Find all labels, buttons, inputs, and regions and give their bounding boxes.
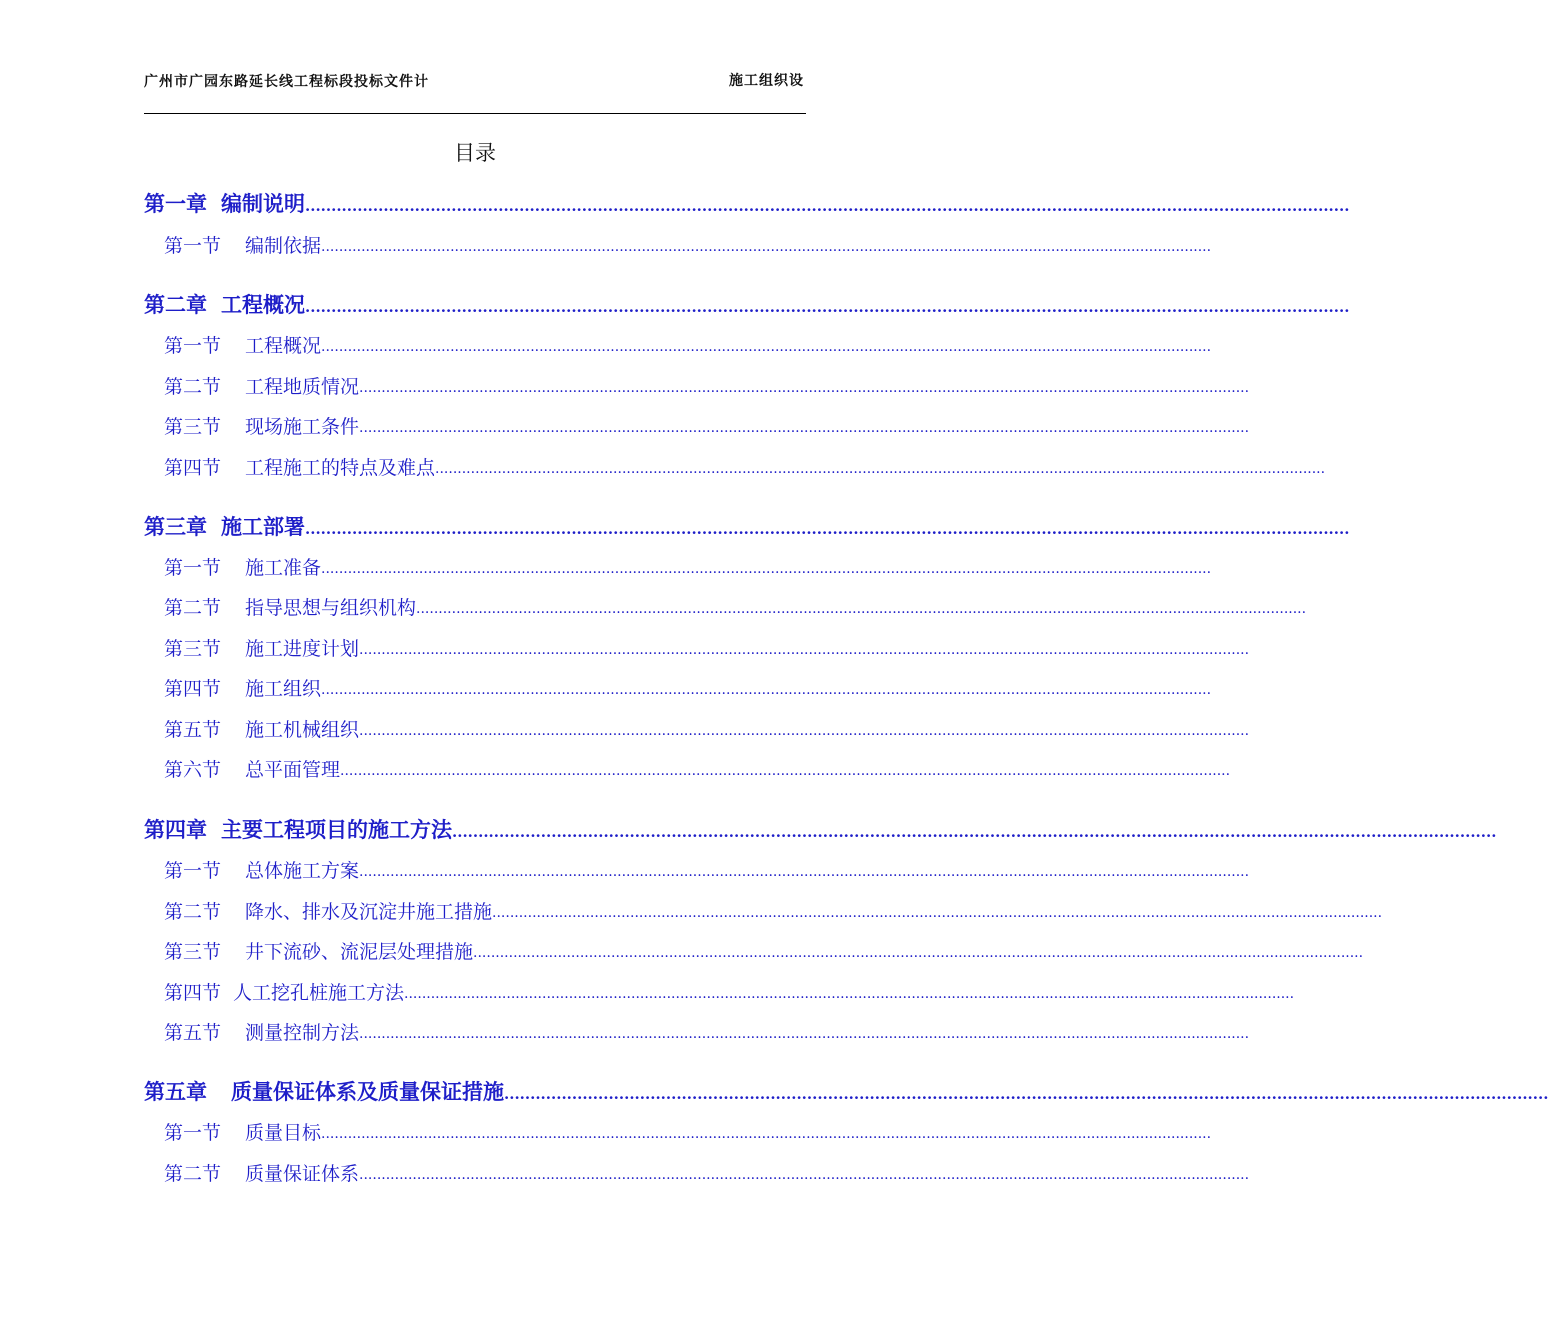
toc-entry-label: 人工挖孔桩施工方法 xyxy=(233,982,405,1004)
toc-leader-dots: ........................................................................................................................................................................................................ xyxy=(305,520,1350,538)
toc-entry-number: 第五章 xyxy=(144,1080,207,1104)
toc-chapter[interactable] xyxy=(144,188,1350,218)
toc-entry-label: 编制依据 xyxy=(245,235,322,257)
toc-entry-label: 质量目标 xyxy=(245,1122,322,1144)
toc-entry-number: 第三章 xyxy=(144,515,207,539)
toc-leader-dots: ........................................................................................................................................................................................................ xyxy=(321,1126,1212,1142)
toc-section[interactable] xyxy=(144,230,1212,258)
toc-leader-dots: ........................................................................................................................................................................................................ xyxy=(359,723,1250,739)
toc-entry-label: 井下流砂、流泥层处理措施 xyxy=(245,941,474,963)
toc-chapter[interactable] xyxy=(144,814,1497,844)
toc-section[interactable] xyxy=(144,411,1250,439)
toc-leader-dots: ........................................................................................................................................................................................................ xyxy=(340,763,1231,779)
toc-leader-dots: ........................................................................................................................................................................................................ xyxy=(359,1026,1250,1042)
toc-leader-dots: ........................................................................................................................................................................................................ xyxy=(321,682,1212,698)
toc-section[interactable] xyxy=(144,714,1250,742)
toc-section[interactable] xyxy=(144,977,1295,1005)
toc-leader-dots: ........................................................................................................................................................................................................ xyxy=(473,945,1364,961)
toc-entry-number: 第四节 xyxy=(164,982,222,1004)
toc-entry-number: 第六节 xyxy=(164,759,222,781)
toc-entry-number: 第五节 xyxy=(164,719,222,741)
toc-leader-dots: ........................................................................................................................................................................................................ xyxy=(404,986,1295,1002)
toc-entry-number: 第二节 xyxy=(164,597,222,619)
toc-section[interactable] xyxy=(144,552,1212,580)
toc-leader-dots: ........................................................................................................................................................................................................ xyxy=(452,823,1497,841)
toc-leader-dots: ........................................................................................................................................................................................................ xyxy=(321,239,1212,255)
toc-leader-dots: ........................................................................................................................................................................................................ xyxy=(504,1085,1548,1103)
toc-leader-dots: ........................................................................................................................................................................................................ xyxy=(359,1167,1250,1183)
header-divider xyxy=(144,113,806,114)
toc-entry-number: 第一节 xyxy=(164,335,222,357)
toc-entry-label: 施工准备 xyxy=(245,557,322,579)
toc-section[interactable] xyxy=(144,371,1250,399)
toc-title: 目录 xyxy=(454,141,496,165)
toc-chapter[interactable] xyxy=(144,1076,1548,1106)
toc-chapter[interactable] xyxy=(144,289,1350,319)
toc-section[interactable] xyxy=(144,1117,1212,1145)
toc-entry-number: 第一章 xyxy=(144,192,207,216)
toc-leader-dots: ........................................................................................................................................................................................................ xyxy=(321,561,1212,577)
toc-section[interactable] xyxy=(144,855,1250,883)
toc-entry-number: 第一节 xyxy=(164,235,222,257)
toc-entry-number: 第三节 xyxy=(164,941,222,963)
toc-section[interactable] xyxy=(144,592,1307,620)
toc-entry-label: 质量保证体系及质量保证措施 xyxy=(231,1080,504,1104)
toc-leader-dots: ........................................................................................................................................................................................................ xyxy=(305,298,1350,316)
toc-section[interactable] xyxy=(144,330,1212,358)
toc-entry-label: 质量保证体系 xyxy=(245,1163,360,1185)
toc-section[interactable] xyxy=(144,1017,1250,1045)
toc-section[interactable] xyxy=(144,633,1250,661)
toc-chapter[interactable] xyxy=(144,511,1350,541)
toc-section[interactable] xyxy=(144,754,1231,782)
toc-leader-dots: ........................................................................................................................................................................................................ xyxy=(416,601,1307,617)
toc-entry-number: 第三节 xyxy=(164,638,222,660)
toc-section[interactable] xyxy=(144,1158,1250,1186)
toc-leader-dots: ........................................................................................................................................................................................................ xyxy=(321,339,1212,355)
toc-entry-label: 总平面管理 xyxy=(245,759,341,781)
toc-entry-number: 第二节 xyxy=(164,376,222,398)
toc-entry-number: 第一节 xyxy=(164,1122,222,1144)
toc-leader-dots: ........................................................................................................................................................................................................ xyxy=(359,864,1250,880)
toc-entry-number: 第二章 xyxy=(144,293,207,317)
toc-entry-label: 主要工程项目的施工方法 xyxy=(221,818,452,842)
toc-entry-number: 第四节 xyxy=(164,457,222,479)
toc-leader-dots: ........................................................................................................................................................................................................ xyxy=(305,197,1350,215)
toc-entry-number: 第一节 xyxy=(164,557,222,579)
toc-section[interactable] xyxy=(144,452,1326,480)
toc-entry-label: 施工部署 xyxy=(221,515,305,539)
toc-entry-label: 施工机械组织 xyxy=(245,719,360,741)
toc-entry-label: 施工进度计划 xyxy=(245,638,360,660)
toc-section[interactable] xyxy=(144,896,1383,924)
toc-entry-label: 总体施工方案 xyxy=(245,860,360,882)
toc-entry-label: 测量控制方法 xyxy=(245,1022,360,1044)
toc-entry-number: 第三节 xyxy=(164,416,222,438)
document-header-title: 广州市广园东路延长线工程标段投标文件计 xyxy=(144,74,429,90)
toc-entry-label: 现场施工条件 xyxy=(245,416,360,438)
toc-entry-label: 编制说明 xyxy=(221,192,305,216)
toc-entry-label: 降水、排水及沉淀井施工措施 xyxy=(245,901,493,923)
toc-leader-dots: ........................................................................................................................................................................................................ xyxy=(492,905,1383,921)
toc-entry-number: 第四章 xyxy=(144,818,207,842)
toc-leader-dots: ........................................................................................................................................................................................................ xyxy=(435,461,1326,477)
toc-leader-dots: ........................................................................................................................................................................................................ xyxy=(359,642,1250,658)
toc-entry-number: 第五节 xyxy=(164,1022,222,1044)
toc-entry-label: 工程地质情况 xyxy=(245,376,360,398)
toc-entry-number: 第二节 xyxy=(164,901,222,923)
toc-section[interactable] xyxy=(144,673,1212,701)
toc-entry-number: 第二节 xyxy=(164,1163,222,1185)
toc-leader-dots: ........................................................................................................................................................................................................ xyxy=(359,380,1250,396)
toc-entry-label: 工程概况 xyxy=(245,335,322,357)
toc-entry-label: 指导思想与组织机构 xyxy=(245,597,417,619)
toc-entry-number: 第四节 xyxy=(164,678,222,700)
toc-entry-number: 第一节 xyxy=(164,860,222,882)
toc-entry-label: 施工组织 xyxy=(245,678,322,700)
toc-entry-label: 工程施工的特点及难点 xyxy=(245,457,436,479)
toc-leader-dots: ........................................................................................................................................................................................................ xyxy=(359,420,1250,436)
document-header-section: 施工组织设 xyxy=(729,73,804,89)
toc-section[interactable] xyxy=(144,936,1364,964)
toc-entry-label: 工程概况 xyxy=(221,293,305,317)
